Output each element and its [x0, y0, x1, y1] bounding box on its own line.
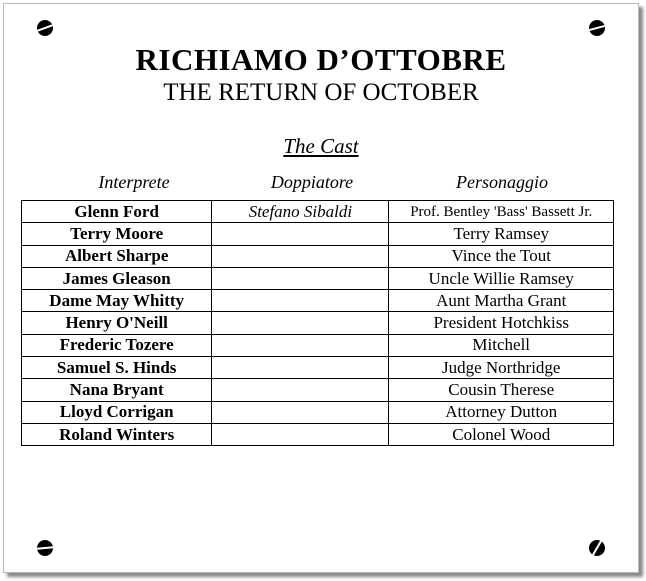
cast-heading: The Cast [283, 134, 359, 158]
table-row [22, 334, 614, 356]
table-row [22, 245, 614, 267]
cast-table [21, 200, 614, 446]
table-row [22, 379, 614, 401]
actor-cell: Terry Moore [22, 223, 212, 245]
actor-cell: Lloyd Corrigan [22, 401, 212, 423]
screw-icon [589, 20, 605, 36]
page-title: RICHIAMO D’OTTOBRE [135, 42, 507, 77]
role-cell: Judge Northridge [389, 357, 614, 379]
plaque [3, 3, 639, 573]
table-row [22, 267, 614, 289]
dubber-cell [212, 357, 389, 379]
screw-icon [37, 540, 53, 556]
role-cell: Terry Ramsey [389, 223, 614, 245]
dubber-cell [212, 379, 389, 401]
dubber-cell [212, 223, 389, 245]
role-cell: President Hotchkiss [389, 312, 614, 334]
dubber-cell [212, 312, 389, 334]
dubber-cell [212, 267, 389, 289]
role-cell: Attorney Dutton [389, 401, 614, 423]
actor-cell: Glenn Ford [22, 201, 212, 223]
dubber-cell [212, 423, 389, 445]
role-cell: Aunt Martha Grant [389, 290, 614, 312]
actor-cell: Roland Winters [22, 423, 212, 445]
dubber-cell [212, 334, 389, 356]
actor-cell: Frederic Tozere [22, 334, 212, 356]
actor-cell: Albert Sharpe [22, 245, 212, 267]
table-row [22, 312, 614, 334]
table-row [22, 290, 614, 312]
table-row [22, 223, 614, 245]
table-row [22, 357, 614, 379]
actor-cell: Nana Bryant [22, 379, 212, 401]
column-header-actor: Interprete [98, 172, 170, 192]
page-subtitle: THE RETURN OF OCTOBER [163, 79, 479, 106]
dubber-cell: Stefano Sibaldi [212, 201, 389, 223]
role-cell: Mitchell [389, 334, 614, 356]
actor-cell: Samuel S. Hinds [22, 357, 212, 379]
table-row [22, 201, 614, 223]
role-cell: Uncle Willie Ramsey [389, 267, 614, 289]
role-cell: Cousin Therese [389, 379, 614, 401]
dubber-cell [212, 290, 389, 312]
dubber-cell [212, 401, 389, 423]
actor-cell: Henry O'Neill [22, 312, 212, 334]
actor-cell: James Gleason [22, 267, 212, 289]
screw-icon [37, 20, 53, 36]
role-cell: Prof. Bentley 'Bass' Bassett Jr. [389, 201, 614, 223]
dubber-cell [212, 245, 389, 267]
actor-cell: Dame May Whitty [22, 290, 212, 312]
role-cell: Vince the Tout [389, 245, 614, 267]
table-row [22, 423, 614, 445]
screw-icon [589, 540, 605, 556]
column-header-role: Personaggio [456, 172, 548, 192]
column-header-dubber: Doppiatore [270, 172, 354, 192]
role-cell: Colonel Wood [389, 423, 614, 445]
table-row [22, 401, 614, 423]
